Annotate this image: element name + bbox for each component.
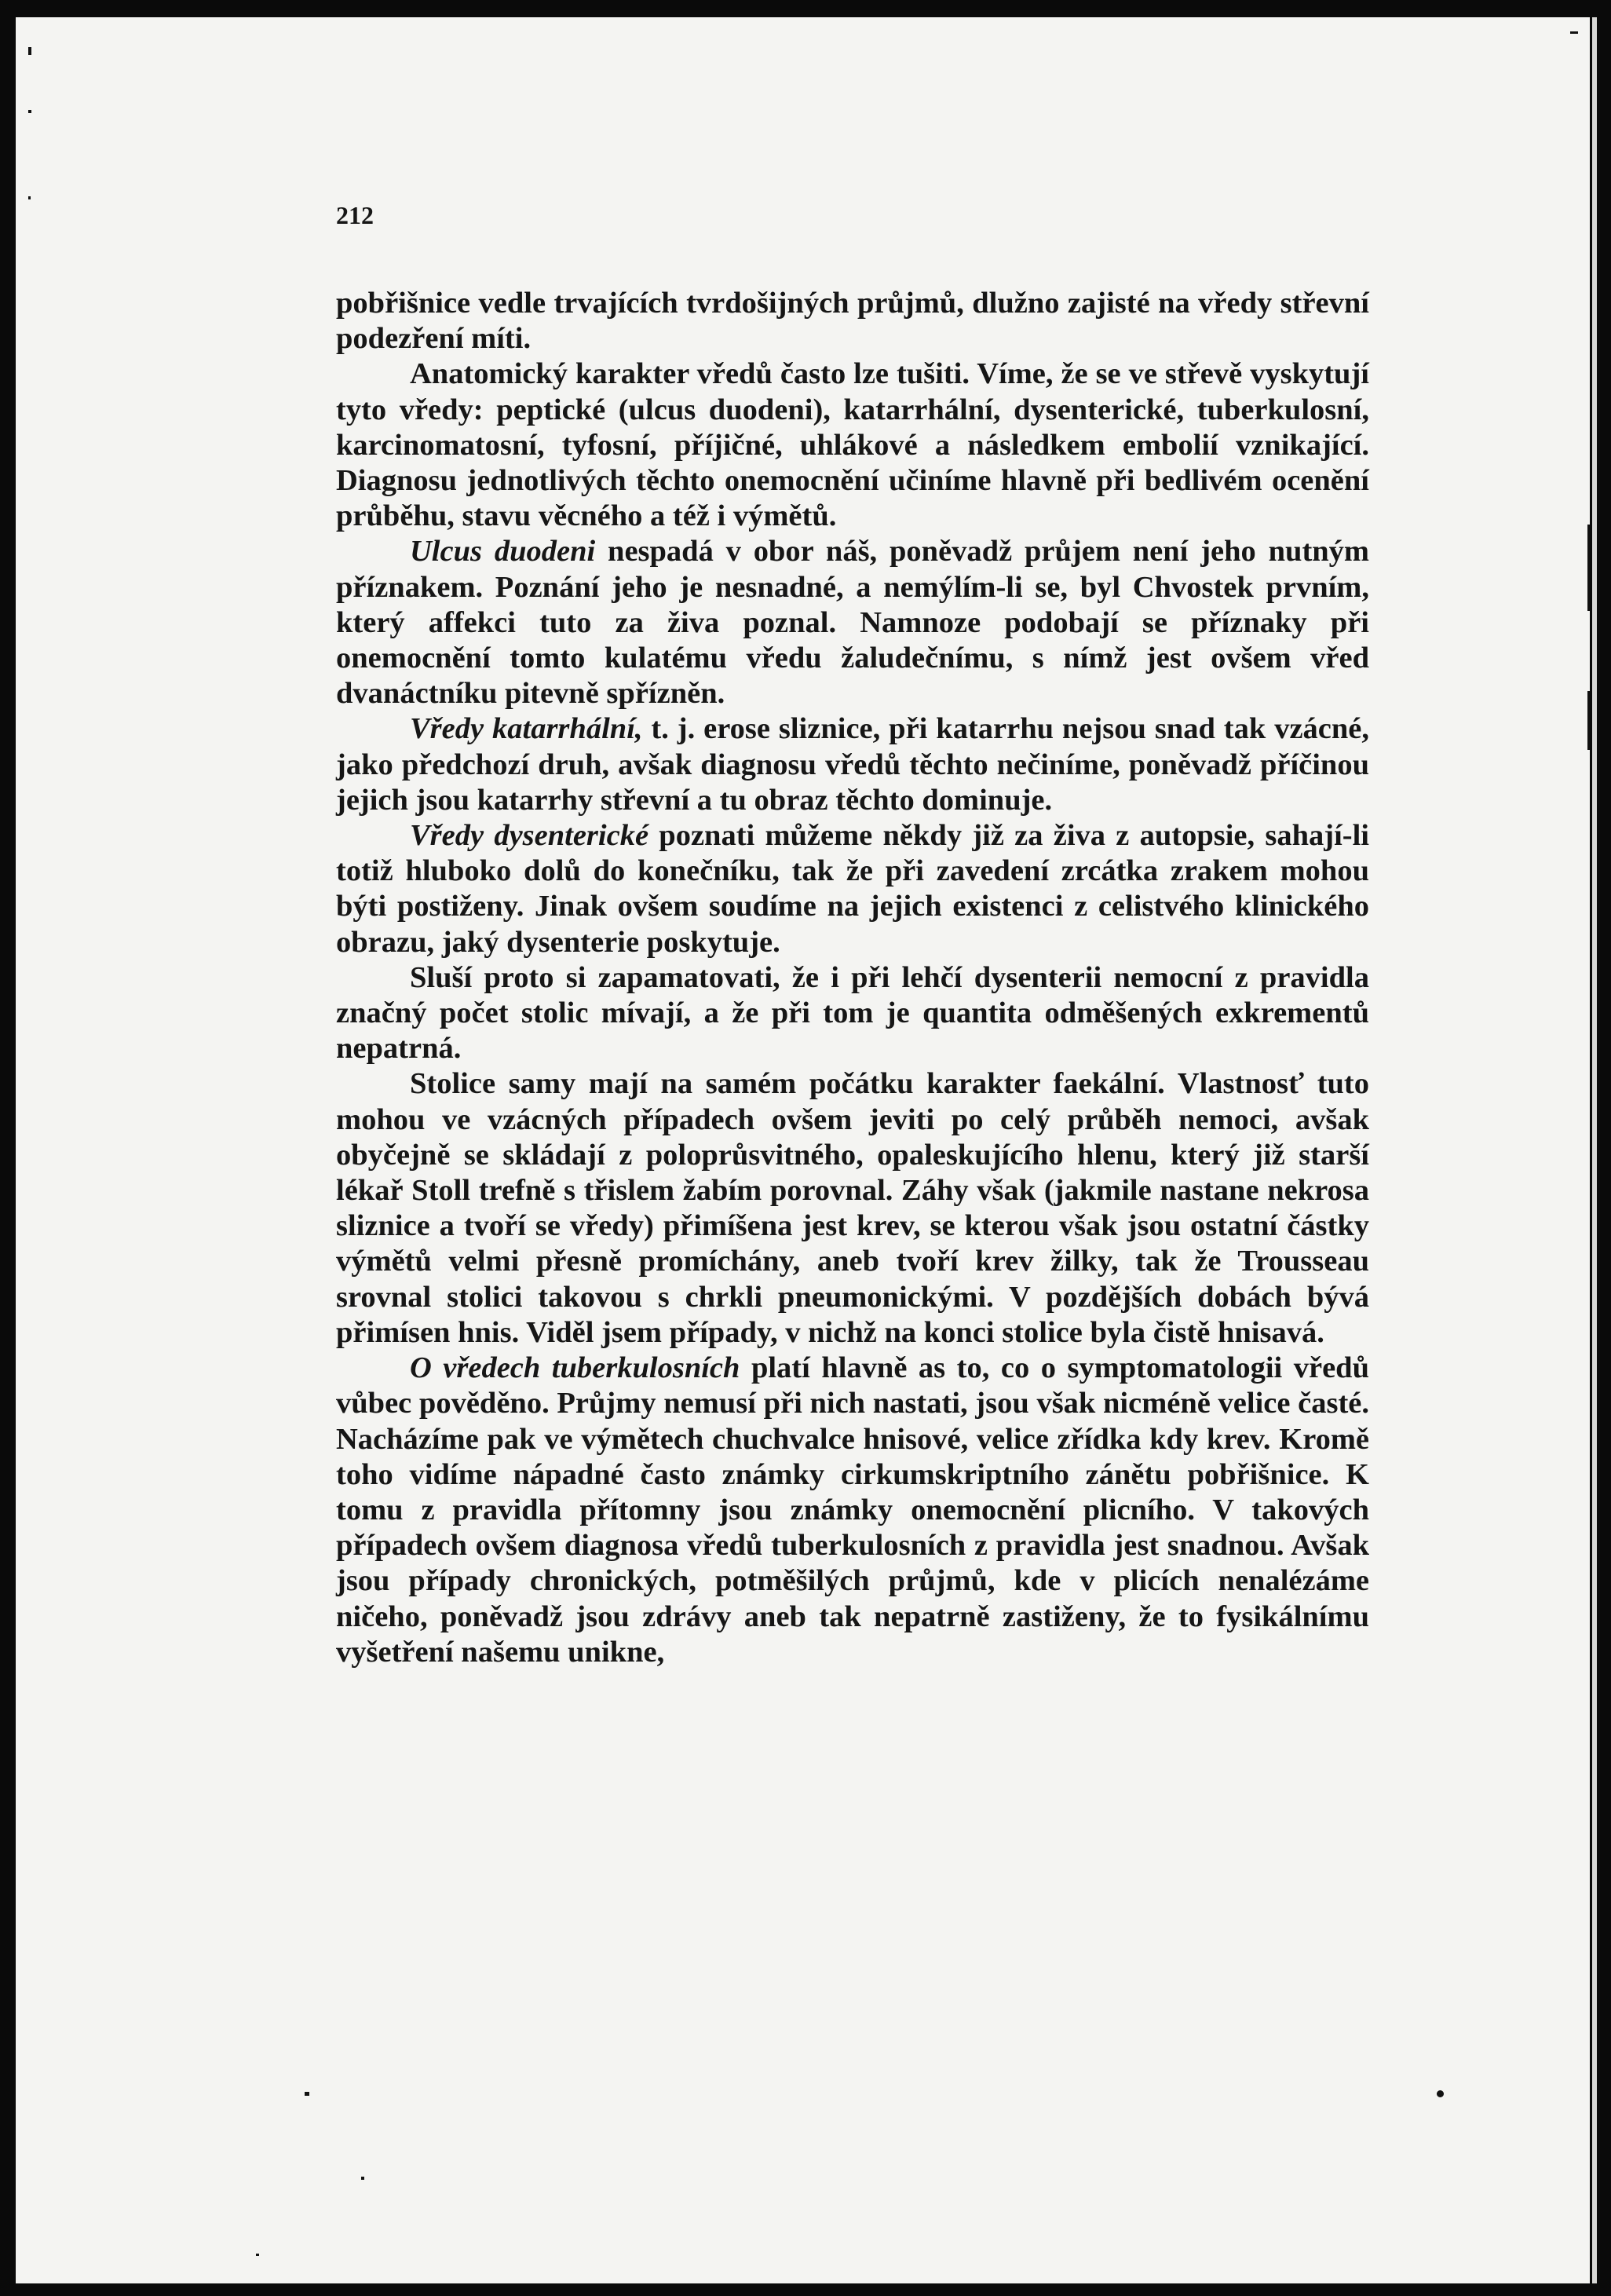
italic-lead: Ulcus duodeni [410,535,596,569]
paragraph [336,1351,1369,1670]
scan-speck [361,2177,364,2180]
scan-speck [28,47,31,55]
paragraph-text: pobřišnice vedle trvajících tvrdošijných průjmů, dlužno zajisté na vředy střevní podezření míti. [336,287,1369,356]
scan-speck [1570,31,1578,34]
scan-speck [305,2092,309,2096]
paragraph [336,818,1369,960]
page-number: 212 [336,201,374,229]
italic-lead: Vředy dysenterické [410,819,649,853]
paragraph-text: Stolice samy mají na samém počátku karakter faekální. Vlastnosť tuto mohou ve vzácných případech ovšem jeviti po celý průběh nemoci, avšak obyčejně se skládají z poloprůsvitného, opaleskujícího hlenu, který již starší lékař Stoll trefně s třislem žabím porovnal. Záhy však (jakmile nastane nekrosa sliznice a tvoří se vředy) přimíšena jest krev, se kterou však jsou ostatní částky výmětů velmi přesně promíchány, aneb tvoří krev žilky, tak že Trousseau srovnal stolici takovou s chrkli pneumonickými. V pozdějších dobách bývá přimísen hnis. Viděl jsem případy, v nichž na konci stolice byla čistě hnisavá. [336,1067,1369,1349]
page-edge [1592,17,1597,2283]
body-text [336,286,1369,1670]
paragraph [336,356,1369,534]
scan-speck [28,110,31,113]
paragraph-text: nespadá v obor náš, poněvadž průjem není jeho nutným příznakem. Poznání jeho je nesnadné, a nemýlím-li se, byl Chvostek prvním, který affekci tuto za živa poznal. Namnoze podobají se příznaky při onemocnění tomto kulatému vředu žaludečnímu, s nímž jest ovšem vřed dvanáctníku pitevně spřízněn. [336,535,1369,711]
scan-speck [256,2254,259,2256]
scan-speck [1437,2090,1444,2097]
paragraph [336,534,1369,711]
paragraph [336,711,1369,818]
scan-line [1587,525,1590,611]
paragraph [336,286,1369,356]
scan-speck [28,196,31,199]
paragraph [336,1066,1369,1351]
italic-lead: Vředy katarrhální, [410,712,643,746]
paragraph [336,960,1369,1067]
paragraph-text: Sluší proto si zapamatovati, že i při lehčí dysenterii nemocní z pravidla značný počet stolic mívají, a že při tom je quantita odměšených exkrementů nepatrná. [336,960,1369,1066]
paragraph-text: poznati můžeme někdy již za živa z autopsie, sahají-li totiž hluboko dolů do konečníku, tak že při zavedení zrcátka zrakem mohou býti postiženy. Jinak ovšem soudíme na jejich existenci z celistvého klinického obrazu, jaký dysenterie poskytuje. [336,819,1369,959]
italic-lead: O vředech tuberkulosních [410,1351,740,1385]
scan-line [1587,691,1590,750]
paragraph-text: Anatomický karakter vředů často lze tušiti. Víme, že se ve střevě vyskytují tyto vředy: peptické (ulcus duodeni), katarrhální, dysenterické, tuberkulosní, karcinomatosní, tyfosní, příjičné, uhlákové a následkem embolií vznikající. Diagnosu jednotlivých těchto onemocnění učiníme hlavně při bedlivém ocenění průběhu, stavu věcného a též i výmětů. [336,357,1369,533]
paragraph-text: platí hlavně as to, co o symptomatologii vředů vůbec pověděno. Průjmy nemusí při nich nastati, jsou však nicméně velice časté. Nacházíme pak ve výmětech chuchvalce hnisové, velice zřídka kdy krev. Kromě toho vidíme nápadné často známky cirkumskriptního zánětu pobřišnice. K tomu z pravidla přítomny jsou známky onemocnění plicního. V takových případech ovšem diagnosa vředů tuberkulosních z pravidla jest snadnou. Avšak jsou případy chronických, potměšilých průjmů, kde v plicích nenalézáme ničeho, poněvadž jsou zdrávy aneb tak nepatrně zastiženy, že to fysikálnímu vyšetření našemu unikne, [336,1351,1369,1669]
paragraph-text: t. j. erose sliznice, při katarrhu nejsou snad tak vzácné, jako předchozí druh, avšak diagnosu vředů těchto nečiníme, poněvadž příčinou jejich jsou katarrhy střevní a tu obraz těchto dominuje. [336,712,1369,817]
